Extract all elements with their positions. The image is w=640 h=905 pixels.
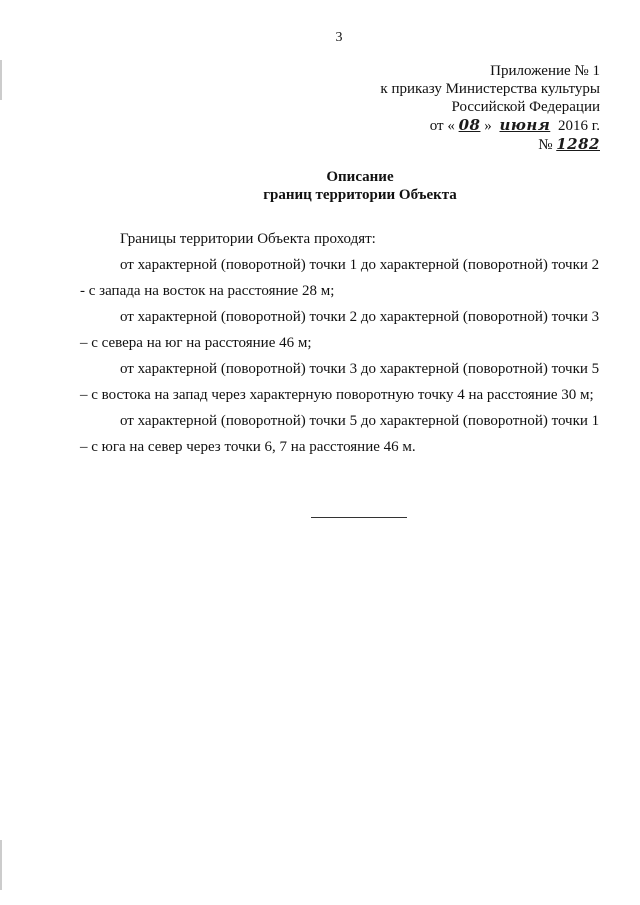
body-intro: Границы территории Объекта проходят: xyxy=(120,231,376,247)
appendix-order-reference: к приказу Министерства культуры xyxy=(380,81,600,97)
segment-4-second-line: – с юга на север через точки 6, 7 на расстояние 46 м. xyxy=(80,439,416,455)
scan-edge-mark xyxy=(0,840,2,890)
segment-3-second-line: – с востока на запад через характерную поворотную точку 4 на расстояние 30 м; xyxy=(80,387,594,403)
number-prefix: № xyxy=(538,137,553,153)
segment-2-first-line: от характерной (поворотной) точки 2 до характерной (поворотной) точки 3 xyxy=(120,309,600,325)
segment-1-first-line: от характерной (поворотной) точки 1 до характерной (поворотной) точки 2 xyxy=(120,257,600,273)
appendix-ministry: Российской Федерации xyxy=(451,99,600,115)
page-number: 3 xyxy=(335,30,343,45)
segment-1-second-line: - с запада на восток на расстояние 28 м; xyxy=(80,283,335,299)
scan-edge-mark xyxy=(0,60,2,100)
document-body xyxy=(80,226,600,460)
segment-3-first-line: от характерной (поворотной) точки 3 до характерной (поворотной) точки 5 xyxy=(120,361,600,377)
segment-2-second-line: – с севера на юг на расстояние 46 м; xyxy=(80,335,312,351)
appendix-date-line xyxy=(380,116,600,135)
handwritten-day: 08 xyxy=(458,116,481,134)
end-divider xyxy=(311,517,407,518)
title-line-1: Описание xyxy=(326,169,394,185)
document-title xyxy=(0,168,640,204)
date-prefix: от « xyxy=(429,118,455,134)
segment-4-first-line: от характерной (поворотной) точки 5 до характерной (поворотной) точки 1 xyxy=(120,413,600,429)
title-line-2: границ территории Объекта xyxy=(263,187,457,203)
date-quote-close: » xyxy=(484,118,492,134)
date-year: 2016 г. xyxy=(558,118,600,134)
appendix-label: Приложение № 1 xyxy=(490,63,600,79)
handwritten-month: июня xyxy=(499,116,551,134)
appendix-header xyxy=(380,62,600,154)
appendix-number-line xyxy=(380,135,600,154)
handwritten-order-number: 1282 xyxy=(556,135,600,153)
